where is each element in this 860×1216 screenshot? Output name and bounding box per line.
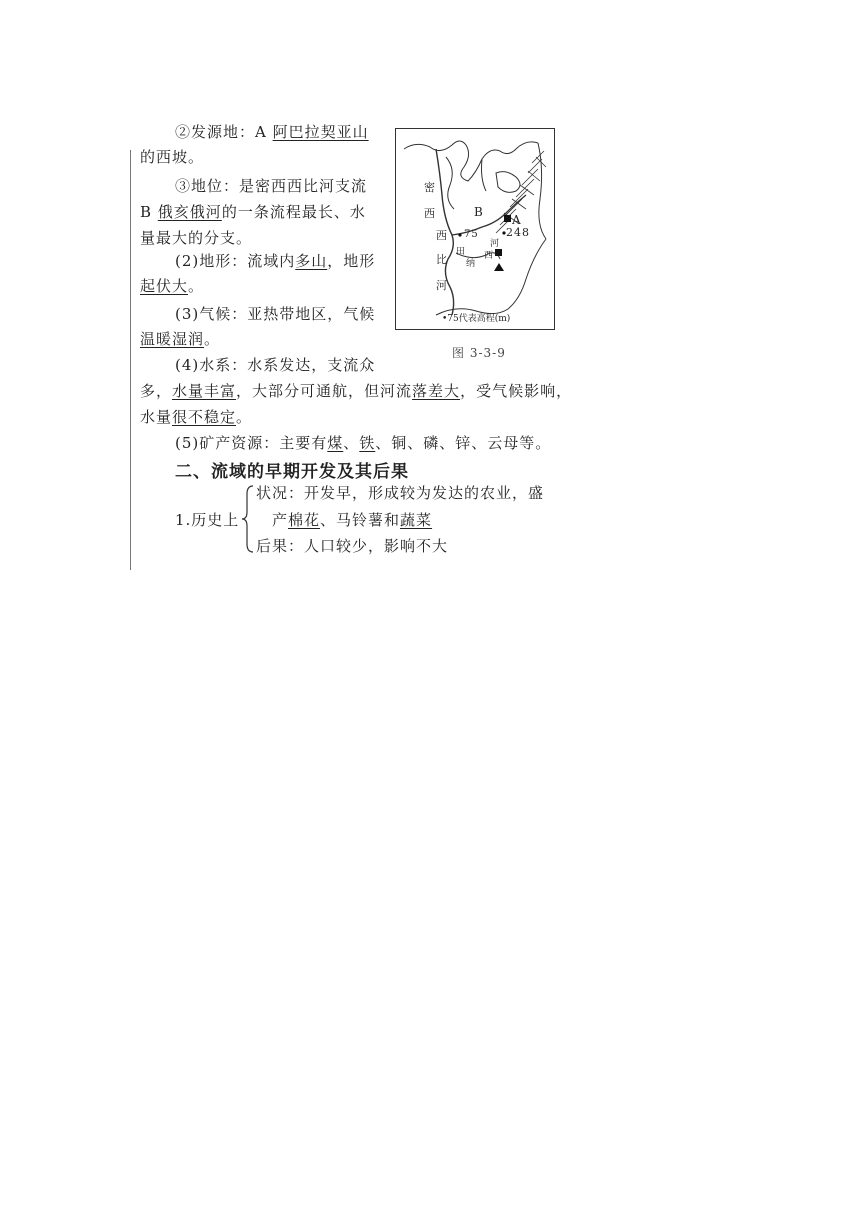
map-mississippi-3: 西 <box>436 229 448 242</box>
river-basin-map <box>395 128 555 330</box>
square-marker-lower <box>495 249 502 256</box>
map-tennessee-2: 纳 <box>466 259 477 269</box>
history-status-1: 状况：开发早，形成较为发达的农业，盛 <box>256 484 545 502</box>
climate-line-1: (3)气候：亚热带地区，气候 <box>175 305 376 323</box>
climate-end: 。 <box>204 330 221 348</box>
status2-answer-cotton: 棉花 <box>288 511 321 529</box>
water-seg-5: 水量 <box>140 408 173 426</box>
map-tennessee-3: 西 <box>484 251 495 261</box>
mineral-sep: 、 <box>343 434 360 452</box>
position-line-3: 量最大的分支。 <box>140 229 253 247</box>
terrain-answer-2: 起伏大 <box>140 277 189 295</box>
map-mississippi-1: 密 <box>424 181 436 194</box>
status2-answer-veg: 蔬菜 <box>400 511 433 529</box>
elevation-dot-75 <box>458 233 461 236</box>
map-river-he: 河 <box>490 239 501 249</box>
mineral-label: (5)矿产资源：主要有 <box>175 434 328 452</box>
status2-seg-0: 产 <box>272 511 289 529</box>
terrain-line-2 <box>140 275 204 297</box>
history-result: 后果：人口较少，影响不大 <box>256 537 449 555</box>
water-answer-1: 水量丰富 <box>172 382 237 400</box>
history-label: 1.历史上 <box>175 511 240 529</box>
map-mississippi-5: 河 <box>436 279 448 292</box>
water-line-1: (4)水系：水系发达，支流众 <box>175 356 376 374</box>
mineral-line <box>175 432 551 454</box>
water-answer-2: 落差大 <box>412 382 461 400</box>
terrain-end: 。 <box>188 277 205 295</box>
climate-line-2 <box>140 328 220 350</box>
status2-seg-2: 、马铃薯和 <box>320 511 401 529</box>
water-answer-3: 很不稳定 <box>172 408 237 426</box>
map-legend: •75代表高程(m) <box>442 314 511 324</box>
mineral-answer-coal: 煤 <box>327 434 344 452</box>
mineral-rest: 、铜、磷、锌、云母等。 <box>375 434 552 452</box>
position-letter: B <box>140 203 158 221</box>
map-mississippi-2: 西 <box>424 207 436 220</box>
map-tennessee-1: 田 <box>456 247 467 257</box>
triangle-marker <box>494 263 504 271</box>
mineral-answer-iron: 铁 <box>359 434 376 452</box>
water-line-3 <box>140 406 252 428</box>
water-line-2 <box>140 380 572 402</box>
water-seg-4: ，受气候影响， <box>460 382 573 400</box>
map-elev-75: 75 <box>464 229 479 240</box>
section-heading: 二、流域的早期开发及其后果 <box>175 462 409 482</box>
map-label-a: A <box>512 213 522 227</box>
terrain-label: (2)地形：流域内 <box>175 252 296 270</box>
origin-line <box>175 121 369 143</box>
figure-caption: 图 3-3-9 <box>452 346 506 360</box>
margin-rule <box>130 150 131 570</box>
origin-answer: 阿巴拉契亚山 <box>272 123 369 141</box>
origin-label: ②发源地：A <box>175 123 273 141</box>
map-elev-248: 248 <box>506 226 530 239</box>
terrain-rest: ，地形 <box>327 252 376 270</box>
climate-answer: 温暖湿润 <box>140 330 205 348</box>
water-seg-0: 多， <box>140 382 173 400</box>
position-rest: 的一条流程最长、水 <box>221 203 366 221</box>
terrain-line-1 <box>175 250 375 272</box>
curly-brace <box>241 484 255 554</box>
water-end: 。 <box>236 408 253 426</box>
square-marker-upper <box>504 215 511 222</box>
terrain-answer: 多山 <box>295 252 328 270</box>
position-answer: 俄亥俄河 <box>157 203 222 221</box>
water-seg-2: ，大部分可通航，但河流 <box>236 382 413 400</box>
position-line-2 <box>140 201 366 223</box>
position-line-1: ③地位：是密西西比河支流 <box>175 177 368 195</box>
history-status-2 <box>272 509 432 531</box>
map-label-b: B <box>474 205 484 219</box>
origin-cont: 的西坡。 <box>140 148 205 166</box>
map-mississippi-4: 比 <box>436 253 448 266</box>
